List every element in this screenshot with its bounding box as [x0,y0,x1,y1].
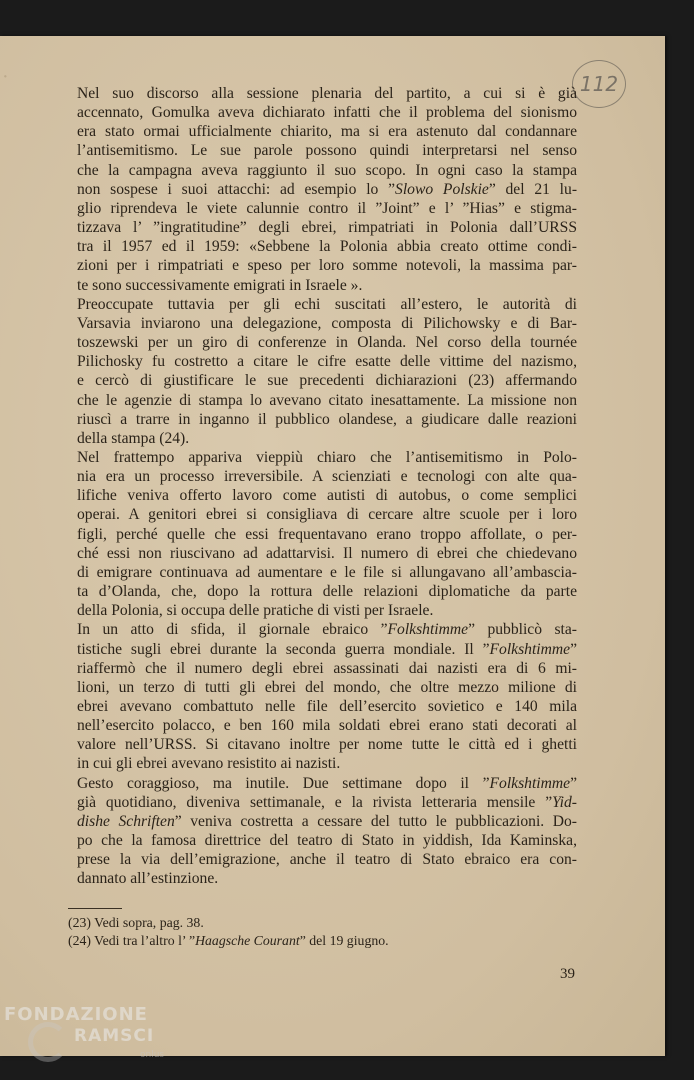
footnotes [68,914,568,950]
text-line: in cui gli ebrei avevano resistito ai nazisti. [77,755,341,773]
text-line: accennato, Gomulka aveva dichiarato infatti che il problema del sionismo [77,104,577,122]
text-line: Varsavia inviarono una delegazione, composta di Pilichowsky e di Bar- [77,314,577,332]
text-line: era stato ormai ufficialmente chiarito, ma si era astenuto dal condannare [77,123,577,141]
text-line: Gesto coraggioso, ma inutile. Due settimane dopo il ”Folkshtimme” [77,774,577,792]
text-line: po che la famosa direttrice del teatro di Stato in yiddish, Ida Kaminska, [77,832,577,850]
watermark-line1: FONDAZIONE [4,1004,148,1025]
text-line: ebrei avevano combattuto nelle file dell’esercito sovietico e 140 mila [77,698,577,715]
text-line: In un atto di sfida, il giornale ebraico ”Folkshtimme” pubblicò sta- [77,621,577,639]
text-line: nia era un processo irreversibile. A scienziati e tecnologi con alte qua- [77,468,577,486]
text-line: riaffermò che il numero degli ebrei assassinati dai nazisti era di 6 mi- [77,659,577,677]
paragraph [44,295,577,448]
paragraph [44,84,577,295]
fondazione-gramsci-watermark [4,1004,204,1080]
text-line: operai. A genitori ebrei si consigliava di cercare altre scuole per i loro [77,506,577,524]
footnote-23: (23) Vedi sopra, pag. 38. [68,915,204,930]
footnote-divider [68,908,122,909]
text-line: e cercò di giustificare le sue precedenti dichiarazioni (23) affermando [77,372,577,390]
watermark-line2: RAMSCI [74,1026,155,1046]
text-line: l’antisemitismo. Le sue parole possono quindi interpretarsi nel senso [77,142,577,160]
text-line: glio riprendeva le viete calunnie contro il ”Joint” e l’ ”Hias” e stigma- [77,199,577,217]
gramsci-logo-icon [28,1022,68,1062]
text-line: nell’esercito polacco, e ben 160 mila soldati ebrei erano stati decorati al [77,717,577,735]
page-number: 39 [560,966,575,982]
text-line: zioni per i rimpatriati e speso per loro somme notevoli, la massima par- [77,257,577,275]
text-line: Preoccupate tuttavia per gli echi suscitati all’estero, le autorità di [77,295,577,313]
text-line: Pilichosky fu costretto a citare le cifre esatte delle vittime del nazismo, [77,353,577,371]
text-line: non sospese i suoi attacchi: ad esempio lo ”Slowo Polskie” del 21 lu- [77,180,578,198]
text-line: tra il 1957 ed il 1959: «Sebbene la Polonia abbia creato ottime condi- [77,238,577,256]
body-text [44,84,577,889]
text-line: che la campagna aveva raggiunto il suo scopo. In ogni caso la stampa [77,161,577,179]
paragraph [44,774,577,889]
text-line: riuscì a trarre in inganno il pubblico olandese, a giudicare dalle reazioni [77,410,577,428]
text-line: ta d’Olanda, che, dopo la rottura delle relazioni diplomatiche da parte [77,583,577,601]
text-line: lifiche veniva offerto lavoro come autisti di autobus, o come semplici [77,487,577,505]
text-line: della stampa (24). [77,429,190,447]
text-line: Nel frattempo appariva vieppiù chiaro che l’antisemitismo in Polo- [77,448,577,466]
text-line: Nel suo discorso alla sessione plenaria del partito, a cui si è già [77,85,577,102]
text-line: che le agenzie di stampa lo avevano citato inesattamente. La missione non [77,391,577,409]
footnote-24: (24) Vedi tra l’altro l’ ”Haagsche Courant” del 19 giugno. [68,933,389,948]
paragraph [44,448,577,620]
text-line: tizzava l’ ”ingratitudine” degli ebrei, rimpatriati in Polonia dall’URSS [77,219,577,237]
text-line: prese la via dell’emigrazione, anche il teatro di Stato ebraico era con- [77,851,577,869]
text-line: tistiche sugli ebrei durante la seconda guerra mondiale. Il ”Folkshtimme” [77,640,577,658]
text-line: dannato all’estinzione. [77,870,219,888]
text-line: ché essi non riuscivano ad adattarvisi. Il numero di ebrei che chiedevano [77,544,577,562]
text-line: toszewski per un giro di conferenze in Olanda. Nel corso della tournée [77,334,577,352]
text-line: te sono successivamente emigrati in Israele ». [77,276,363,294]
text-line: già quotidiano, diveniva settimanale, e la rivista letteraria mensile ”Yid- [77,793,577,811]
text-line: della Polonia, si occupa delle pratiche di visti per Israele. [77,602,434,620]
page-stamp: 112 [572,60,626,108]
faint-stamp-mark: · [2,66,9,88]
watermark-line3: onlus [140,1050,165,1060]
text-line: figli, perché quelle che essi frequentavano erano troppo affollate, o per- [77,525,577,543]
text-line: di emigrare continuava ad aumentare e le file si allungavano all’ambascia- [77,563,577,581]
text-line: lioni, un terzo di tutti gli ebrei del mondo, che oltre mezzo milione di [77,678,577,696]
paragraph [44,620,577,773]
text-line: dishe Schriften” veniva costretta a cessare del tutto le pubblicazioni. Do- [77,812,577,830]
text-line: valore nell’URSS. Si citavano inoltre per nome tutte le città ed i ghetti [77,736,577,754]
